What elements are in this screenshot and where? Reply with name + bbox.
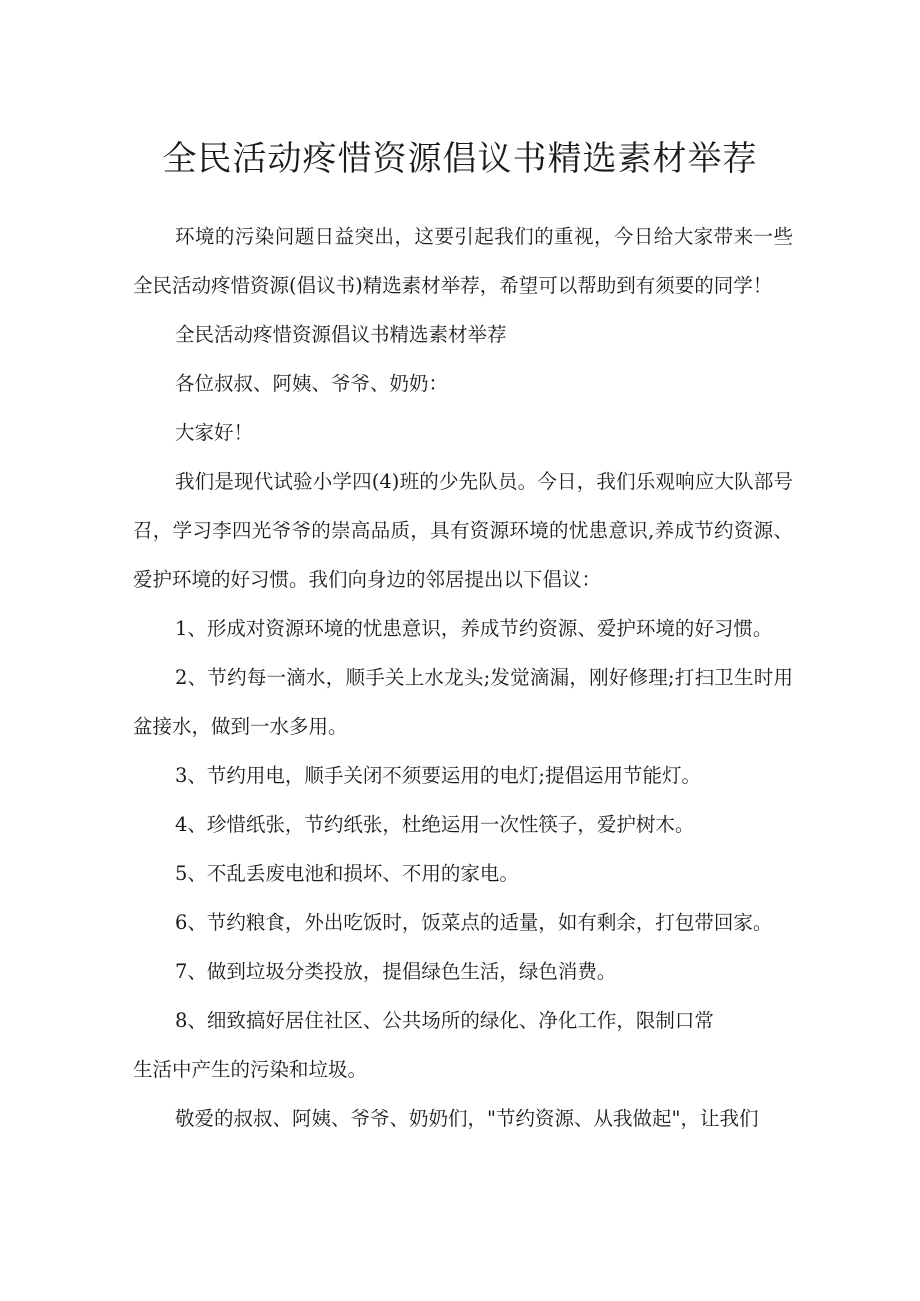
subtitle-line: 全民活动疼惜资源倡议书精选素材举荐: [175, 323, 507, 346]
list-item-1: 1、形成对资源环境的忧患意识，养成节约资源、爱护环境的好习惯。: [175, 617, 773, 640]
closing-paragraph: 敬爱的叔叔、阿姨、爷爷、奶奶们，"节约资源、从我做起"，让我们: [175, 1107, 759, 1130]
greeting-line: 大家好！: [175, 421, 254, 444]
body-paragraph-1: 我们是现代试验小学四(4)班的少先队员。今日，我们乐观响应大队部号召，学习李四光爷爷的崇高品质，具有资源环境的忧患意识,养成节约资源、爱护环境的好习惯。我们向身边的邻居提出以下倡议：: [133, 470, 793, 591]
list-item-5: 5、不乱丢废电池和损坏、不用的家电。: [175, 862, 519, 885]
salutation-line: 各位叔叔、阿姨、爷爷、奶奶：: [175, 372, 449, 395]
list-item-7: 7、做到垃圾分类投放，提倡绿色生活，绿色消费。: [175, 960, 617, 983]
list-item-8-line-2: 生活中产生的污染和垃圾。: [133, 1058, 368, 1081]
list-item-8: [133, 996, 793, 1094]
document-body: [133, 212, 793, 1143]
list-item-2: 2、节约每一滴水，顺手关上水龙头;发觉滴漏，刚好修理;打扫卫生时用盆接水，做到一水多用。: [133, 666, 793, 738]
list-item-8-line-1: 8、细致搞好居住社区、公共场所的绿化、净化工作，限制口常: [175, 1009, 714, 1032]
list-item-3: 3、节约用电，顺手关闭不须要运用的电灯;提倡运用节能灯。: [175, 764, 701, 787]
document-title: 全民活动疼惜资源倡议书精选素材举荐: [162, 139, 758, 179]
list-item-4: 4、珍惜纸张，节约纸张，杜绝运用一次性筷子，爱护树木。: [175, 813, 695, 836]
intro-paragraph: 环境的污染问题日益突出，这要引起我们的重视，今日给大家带来一些全民活动疼惜资源(倡议书)精选素材举荐，希望可以帮助到有须要的同学！: [133, 225, 793, 297]
list-item-6: 6、节约粮食，外出吃饭时，饭菜点的适量，如有剩余，打包带回家。: [175, 911, 773, 934]
